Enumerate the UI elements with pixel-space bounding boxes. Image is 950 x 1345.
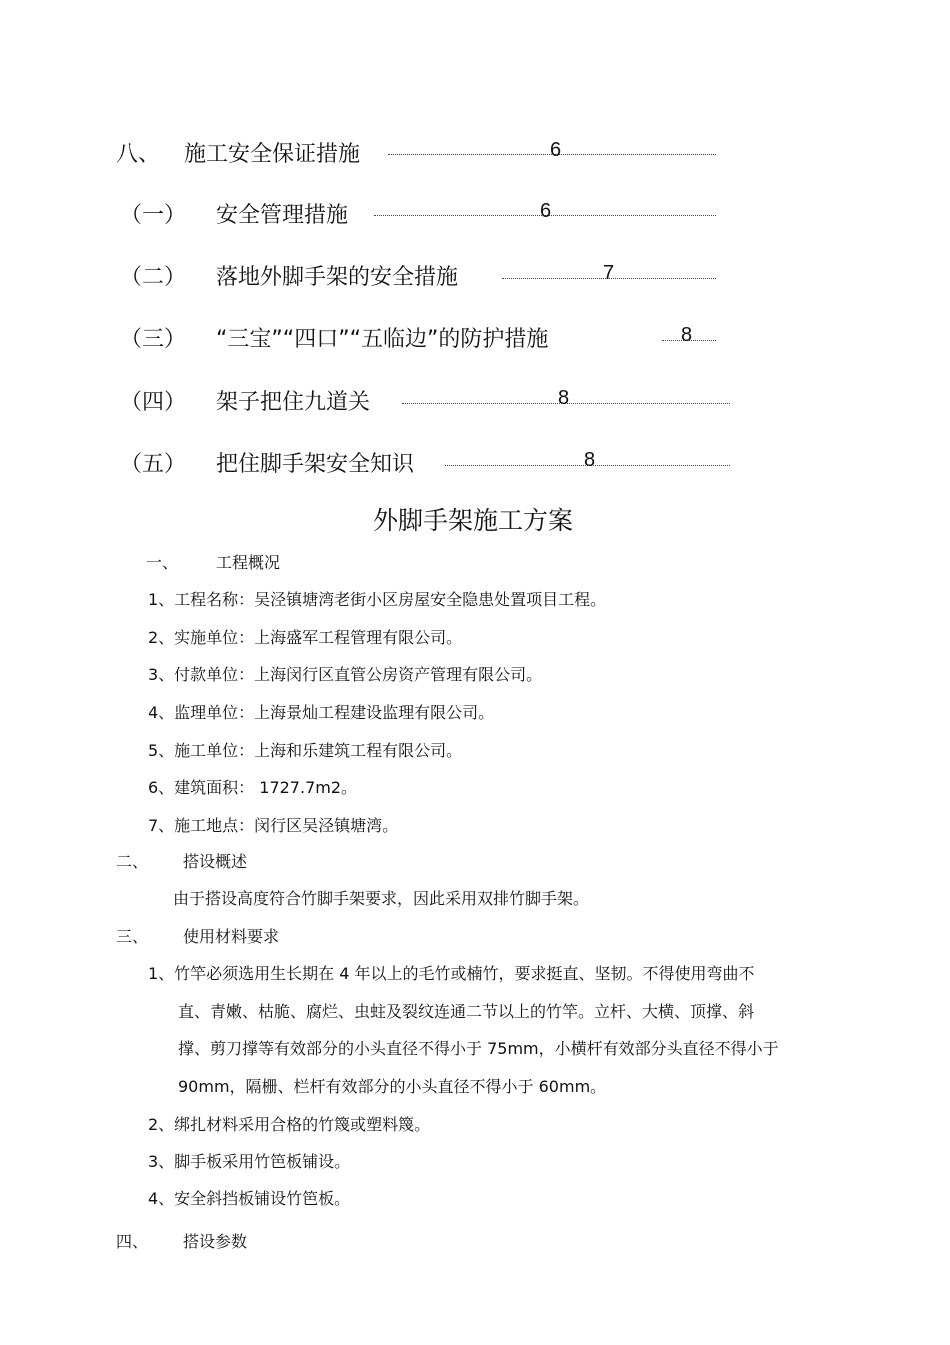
section-number: 二、 [116,852,149,871]
toc-number: （四） [120,390,187,415]
toc-text: 施工安全保证措施 [184,142,361,167]
toc-text: 安全管理措施 [216,203,349,228]
toc-number: （二） [120,265,187,290]
toc-page: 7 [603,262,615,284]
toc-number: （三） [120,327,187,352]
list-item: 4、监理单位：上海景灿工程建设监理有限公司。 [148,703,495,722]
list-item: 4、安全斜挡板铺设竹笆板。 [148,1189,351,1208]
list-item: 3、付款单位：上海闵行区直管公房资产管理有限公司。 [148,665,543,684]
list-item: 3、脚手板采用竹笆板铺设。 [148,1152,351,1171]
toc-page: 8 [584,449,596,471]
list-item-line: 1、竹竿必须选用生长期在 4 年以上的毛竹或楠竹，要求挺直、坚韧。不得使用弯曲不 [148,964,755,983]
section-number: 一、 [146,553,179,572]
toc-text: “三宝”“四口”“五临边”的防护措施 [216,327,549,352]
list-item: 7、施工地点：闵行区吴泾镇塘湾。 [148,816,399,835]
section-number: 四、 [116,1232,149,1251]
section-heading: 搭设概述 [183,852,248,871]
toc-text: 把住脚手架安全知识 [216,452,415,477]
list-item-line: 撑、剪刀撑等有效部分的小头直径不得小于 75mm，小横杆有效部分头直径不得小于 [178,1039,779,1058]
list-item-line: 直、青嫩、枯脆、腐烂、虫蛀及裂纹连通二节以上的竹竿。立杆、大横、顶撑、斜 [178,1002,755,1021]
toc-text: 落地外脚手架的安全措施 [216,265,459,290]
list-item: 2、绑扎材料采用合格的竹篾或塑料篾。 [148,1115,431,1134]
section-number: 三、 [116,927,149,946]
list-item: 2、实施单位：上海盛军工程管理有限公司。 [148,628,463,647]
document-title: 外脚手架施工方案 [373,506,574,535]
toc-number: （五） [120,452,187,477]
toc-page: 8 [558,387,570,409]
paragraph: 由于搭设高度符合竹脚手架要求，因此采用双排竹脚手架。 [173,889,590,908]
list-item: 6、建筑面积： 1727.7m2。 [148,778,358,797]
toc-text: 架子把住九道关 [216,390,371,415]
list-item-line: 90mm，隔栅、栏杆有效部分的小头直径不得小于 60mm。 [178,1077,607,1096]
list-item: 1、工程名称：吴泾镇塘湾老街小区房屋安全隐患处置项目工程。 [148,590,607,609]
toc-page: 8 [681,324,693,346]
section-heading: 工程概况 [216,553,281,572]
section-heading: 使用材料要求 [183,927,280,946]
toc-page: 6 [540,200,552,222]
list-item: 5、施工单位：上海和乐建筑工程有限公司。 [148,741,463,760]
toc-page: 6 [550,139,562,161]
section-heading: 搭设参数 [183,1232,248,1251]
toc-number: （一） [120,203,187,228]
toc-number: 八、 [116,142,161,167]
